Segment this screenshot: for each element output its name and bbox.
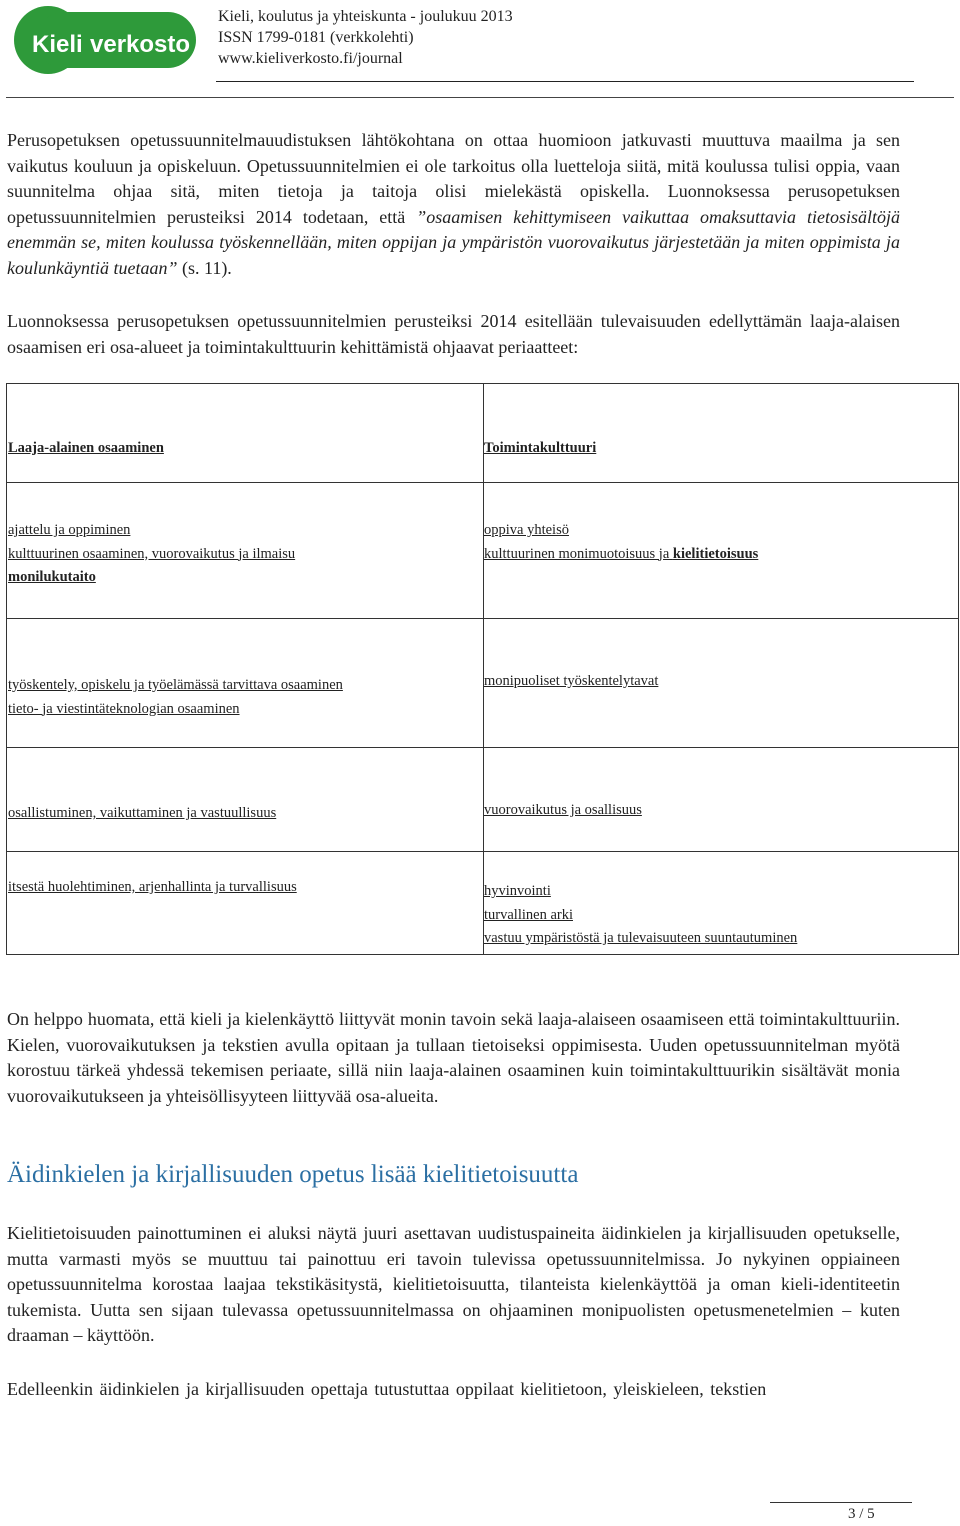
- table-cell: oppiva yhteisö kulttuurinen monimuotoisuus ja kielitietoisuus: [484, 522, 759, 562]
- paragraph-intro: [7, 128, 900, 282]
- table-cell: vuorovaikutus ja osallisuus: [484, 802, 642, 818]
- paragraph-language-use: On helppo huomata, että kieli ja kielenkäyttö liittyvät monin tavoin sekä laaja-alaiseen osaamiseen että toimintakulttuuriin. Kielen, vuorovaikutuksen ja tekstien avulla opitaan ja tullaan tietoiseksi oppimisesta. Uuden opetussuunnitelman myötä korostuu tärkeä yhdessä tekemisen periaate, sillä niin laaja-alainen osaaminen kuin toimintakulttuurikin sisältävät monia vuorovaikutukseen ja yhteisöllisyyteen liittyvää osa-alueita.: [7, 1009, 900, 1106]
- table-row-divider: [7, 618, 958, 619]
- table-cell: monipuoliset työskentelytavat: [484, 673, 659, 689]
- table-header-competence: Laaja-alainen osaaminen: [8, 440, 164, 456]
- svg-text:verkosto: verkosto: [90, 31, 191, 58]
- content-top-divider: [6, 97, 954, 98]
- page-number: 3 / 5: [848, 1506, 875, 1522]
- paragraph-intro-citation: (s. 11).: [177, 257, 232, 278]
- table-column-divider: [483, 384, 484, 954]
- page-header: [0, 0, 960, 84]
- table-row-divider: [7, 747, 958, 748]
- paragraph-intro-quote: ”osaamisen kehittymiseen vaikuttaa omaksuttavia tietosisältöjä enemmän se, miten koulussa työskennellään, miten oppijan ja ympäristön vuorovaikutus järjestetään ja miten oppimista ja koulunkäyntiä tuetaan”: [7, 206, 901, 278]
- section-heading: Äidinkielen ja kirjallisuuden opetus lisää kielitietoisuutta: [7, 1161, 579, 1188]
- issn: ISSN 1799-0181 (verkkolehti): [218, 29, 414, 46]
- kieliverkosto-logo: [12, 4, 196, 76]
- table-cell: osallistuminen, vaikuttaminen ja vastuullisuus: [8, 805, 277, 821]
- competence-table: [6, 383, 959, 955]
- svg-text:Kieli: Kieli: [32, 31, 83, 58]
- header-divider: [216, 81, 914, 82]
- journal-url[interactable]: www.kieliverkosto.fi/journal: [218, 50, 403, 67]
- table-cell: itsestä huolehtiminen, arjenhallinta ja turvallisuus: [8, 879, 297, 895]
- paragraph-intro-text: Perusopetuksen opetussuunnitelmauudistuksen lähtökohtana on ottaa huomioon jatkuvasti muuttuva maailma ja sen vaikutus kouluun ja opiskeluun. Opetussuunnitelmien ei ole tarkoitus olla luetteloja siitä, mitä koulussa tulisi oppia, vaan suunnitelma ohjaa sitä, miten tietoja ja taitoja olisi mielekästä opiskella. Luonnoksessa perusopetuksen opetussuunnitelmien perusteiksi 2014 todetaan, että: [7, 130, 900, 227]
- table-cell: hyvinvointi turvallinen arki vastuu ympäristöstä ja tulevaisuuteen suuntautuminen: [484, 883, 798, 946]
- footer-divider: [770, 1502, 912, 1503]
- paragraph-continued: Edelleenkin äidinkielen ja kirjallisuuden opettaja tutustuttaa oppilaat kielitietoon, yleiskieleen, tekstien: [7, 1379, 767, 1399]
- table-header-culture: Toimintakulttuuri: [484, 440, 597, 456]
- paragraph-principles: Luonnoksessa perusopetuksen opetussuunnitelmien perusteiksi 2014 esitellään tulevaisuuden edellyttämän laaja-alaisen osaamisen eri osa-alueet ja toimintakulttuurin kehittämistä ohjaavat periaatteet:: [7, 311, 900, 357]
- table-row-divider: [7, 482, 958, 483]
- table-row-divider: [7, 851, 958, 852]
- paragraph-language-awareness: Kielitietoisuuden painottuminen ei aluksi näytä juuri asettavan uudistuspaineita äidinkielen ja kirjallisuuden opetukselle, mutta varmasti myös se muuttuu tai painottuu eri tavoin tulevissa opetussuunnitelmissa. Jo nykyinen oppiaineen opetussuunnitelma korostaa laajaa tekstikäsitystä, kielitietoisuutta, tilanteista kielenkäyttöä ja oman kieli-identiteetin tukemista. Uutta sen sijaan tulevassa opetussuunnitelmassa on ohjaaminen monipuolisten opetusmenetelmien – kuten draaman – käyttöön.: [7, 1223, 900, 1346]
- table-cell: ajattelu ja oppiminen kulttuurinen osaaminen, vuorovaikutus ja ilmaisu monilukutaito: [8, 522, 296, 585]
- table-cell: työskentely, opiskelu ja työelämässä tarvittava osaaminen tieto- ja viestintäteknologian osaaminen: [8, 677, 343, 717]
- journal-title: Kieli, koulutus ja yhteiskunta - joulukuu 2013: [218, 8, 513, 25]
- journal-meta: [218, 6, 513, 69]
